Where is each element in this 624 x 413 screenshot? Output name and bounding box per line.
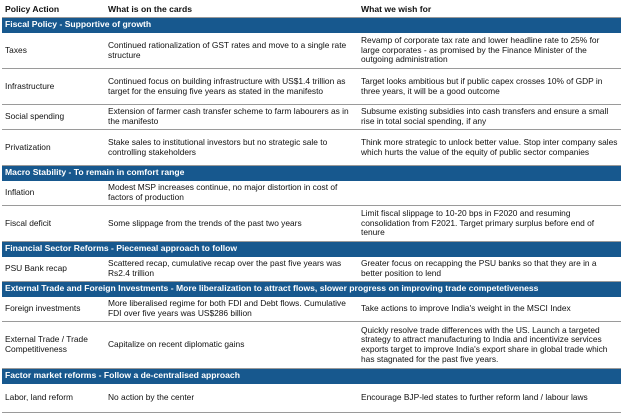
wish-for-cell: Target looks ambitious but if public capex crosses 10% of GDP in three years, it will be a good outcome <box>358 69 621 105</box>
table-row <box>2 206 621 242</box>
policy-table-container <box>2 2 621 413</box>
wish-for-cell: Take actions to improve India's weight in the MSCI Index <box>358 297 621 322</box>
on-the-cards-cell: Capitalize on recent diplomatic gains <box>105 322 358 369</box>
on-the-cards-cell: Stake sales to institutional investors but no strategic sale to controlling stakeholders <box>105 130 358 166</box>
policy-action-cell: Inflation <box>2 181 105 206</box>
section-row-factor-market <box>2 369 621 384</box>
policy-action-cell: Privatization <box>2 130 105 166</box>
wish-for-cell: Quickly resolve trade differences with the US. Launch a targeted strategy to attract manufacturing to India and incentivize services exports target to improve India's export share in global trade which has stagnated for the past five years. <box>358 322 621 369</box>
section-row-fiscal-policy <box>2 18 621 33</box>
table-row <box>2 322 621 369</box>
wish-for-cell: Encourage BJP-led states to further reform land / labour laws <box>358 384 621 413</box>
header-wish-for: What we wish for <box>358 2 621 18</box>
table-header-row <box>2 2 621 18</box>
policy-action-cell: Taxes <box>2 33 105 69</box>
section-row-macro-stability <box>2 166 621 181</box>
on-the-cards-cell: Scattered recap, cumulative recap over the past five years was Rs2.4 trillion <box>105 257 358 282</box>
policy-action-cell: Social spending <box>2 105 105 130</box>
wish-for-cell: Greater focus on recapping the PSU banks so that they are in a better position to lend <box>358 257 621 282</box>
table-row <box>2 257 621 282</box>
table-row <box>2 33 621 69</box>
on-the-cards-cell: Extension of farmer cash transfer scheme to farm labourers as in the manifesto <box>105 105 358 130</box>
section-row-external-trade <box>2 282 621 297</box>
table-row <box>2 384 621 413</box>
on-the-cards-cell: Modest MSP increases continue, no major distortion in cost of factors of production <box>105 181 358 206</box>
policy-table <box>2 2 621 413</box>
wish-for-cell: Limit fiscal slippage to 10-20 bps in F2020 and resuming consolidation from F2021. Target primary surplus before end of tenure <box>358 206 621 242</box>
policy-action-cell: Fiscal deficit <box>2 206 105 242</box>
policy-action-cell: Infrastructure <box>2 69 105 105</box>
section-title: Factor market reforms - Follow a de-centralised approach <box>2 369 621 384</box>
policy-action-cell: Foreign investments <box>2 297 105 322</box>
on-the-cards-cell: More liberalised regime for both FDI and Debt flows. Cumulative FDI over five years was US$286 billion <box>105 297 358 322</box>
table-row <box>2 69 621 105</box>
on-the-cards-cell: Some slippage from the trends of the past two years <box>105 206 358 242</box>
on-the-cards-cell: Continued focus on building infrastructure with US$1.4 trillion as target for the ensuing five years as stated in the manifesto <box>105 69 358 105</box>
section-row-financial-sector <box>2 242 621 257</box>
policy-action-cell: PSU Bank recap <box>2 257 105 282</box>
wish-for-cell: Think more strategic to unlock better value. Stop inter company sales which hurts the value of the equity of public sector companies <box>358 130 621 166</box>
table-row <box>2 181 621 206</box>
table-row <box>2 105 621 130</box>
table-row <box>2 297 621 322</box>
policy-action-cell: External Trade / Trade Competitiveness <box>2 322 105 369</box>
header-on-the-cards: What is on the cards <box>105 2 358 18</box>
wish-for-cell: Revamp of corporate tax rate and lower headline rate to 25% for large corporates - as promised by the Finance Minister of the outgoing administration <box>358 33 621 69</box>
section-title: Financial Sector Reforms - Piecemeal approach to follow <box>2 242 621 257</box>
wish-for-cell: Subsume existing subsidies into cash transfers and ensure a small rise in total social spending, if any <box>358 105 621 130</box>
table-row <box>2 130 621 166</box>
section-title: Macro Stability - To remain in comfort range <box>2 166 621 181</box>
policy-action-cell: Labor, land reform <box>2 384 105 413</box>
on-the-cards-cell: Continued rationalization of GST rates and move to a single rate structure <box>105 33 358 69</box>
section-title: External Trade and Foreign Investments - More liberalization to attract flows, slower progress on improving trade competetiveness <box>2 282 621 297</box>
on-the-cards-cell: No action by the center <box>105 384 358 413</box>
section-title: Fiscal Policy - Supportive of growth <box>2 18 621 33</box>
wish-for-cell <box>358 181 621 206</box>
header-policy-action: Policy Action <box>2 2 105 18</box>
